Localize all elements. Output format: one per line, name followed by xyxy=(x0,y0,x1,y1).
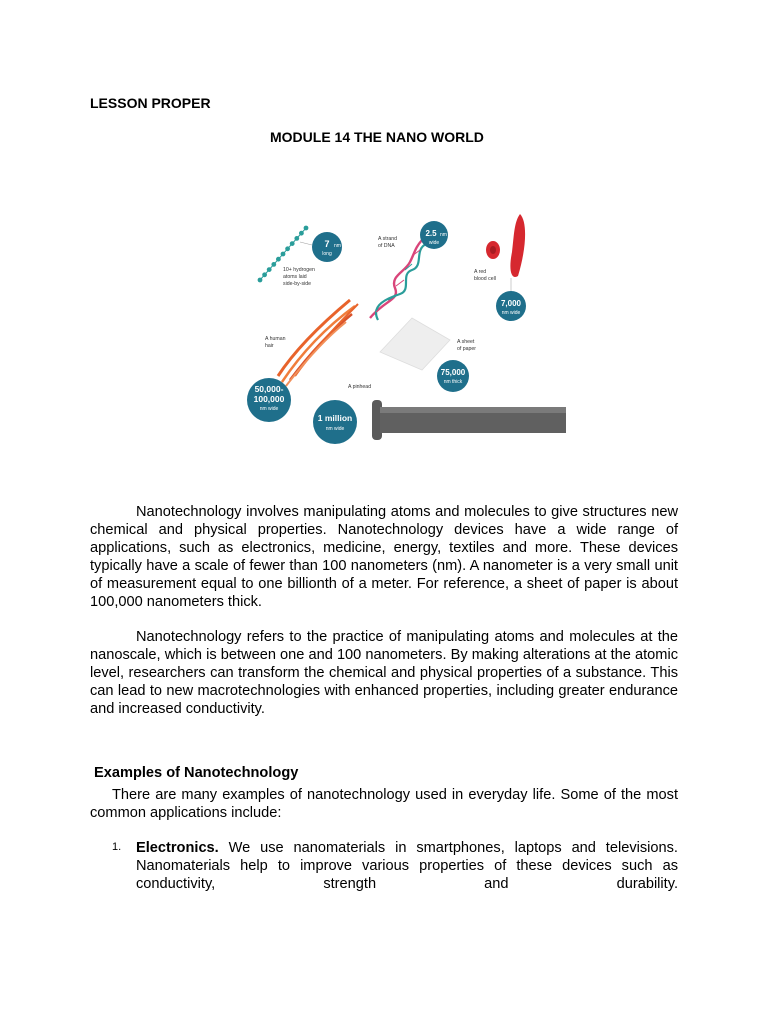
pinhead-label: A pinhead xyxy=(348,384,372,390)
dna-label-2: of DNA xyxy=(378,243,395,249)
hydrogen-bubble xyxy=(312,232,342,262)
hair-label-1: A human xyxy=(265,336,286,342)
paper-bubble xyxy=(437,360,469,392)
hydrogen-label-3: side-by-side xyxy=(283,281,311,287)
lesson-heading: LESSON PROPER xyxy=(90,95,211,111)
pinhead-bubble xyxy=(313,400,357,444)
list-item-number: 1. xyxy=(112,841,122,853)
paper-value: 75,000 xyxy=(440,368,466,377)
paper-label-2: of paper xyxy=(457,346,477,352)
hydrogen-label-2: atoms laid xyxy=(283,274,307,280)
dna-unit: nm xyxy=(440,232,447,238)
intro-paragraph-1: Nanotechnology involves manipulating atoms and molecules to give structures new chemical and physical properties. Nanotechnology devices have a wide range of applications, such as electronics, medicine, energy, textiles and more. These devices typically have a scale of fewer than 100 nanometers (nm). A nanometer is a very small unit of measurement equal to one billionth of a meter. For reference, a sheet of paper is about 100,000 nanometers thick. xyxy=(90,504,678,610)
hair-sub: nm wide xyxy=(259,406,279,412)
hydrogen-sub: long xyxy=(322,251,332,257)
hydrogen-value: 7 xyxy=(324,239,330,249)
nano-scale-figure xyxy=(200,200,566,448)
dna-bubble xyxy=(420,221,448,249)
paper-sub: nm thick xyxy=(443,379,463,385)
hair-bubble xyxy=(247,378,291,422)
blood-bubble xyxy=(496,291,526,321)
blood-sub: nm wide xyxy=(501,310,521,316)
blood-label-1: A red xyxy=(474,269,487,275)
hair-value-1: 50,000- xyxy=(254,384,284,394)
intro-paragraph-2: Nanotechnology refers to the practice of manipulating atoms and molecules at the nanoscale, which is between one and 100 nanometers. By making alterations at the atomic level, researchers can transform the chemical and physical properties of a substance. This can lead to new macrotechnologies with enhanced properties, including greater endurance and increased conductivity. xyxy=(90,629,678,717)
hair-label-2: hair xyxy=(265,343,274,349)
hair-value-2: 100,000 xyxy=(253,394,285,404)
module-title: MODULE 14 THE NANO WORLD xyxy=(270,129,484,145)
dna-value: 2.5 xyxy=(425,229,437,238)
examples-heading: Examples of Nanotechnology xyxy=(94,765,299,781)
list-item-title: Electronics. xyxy=(136,840,219,856)
pinhead-value: 1 million xyxy=(317,413,353,423)
dna-label-1: A strand xyxy=(378,236,398,242)
dna-sub: wide xyxy=(428,240,440,246)
blood-label-2: blood cell xyxy=(474,276,496,282)
pinhead-sub: nm wide xyxy=(325,426,345,432)
hydrogen-unit: nm xyxy=(334,243,341,249)
list-item-text: We use nanomaterials in smartphones, laptops and televisions. Nanomaterials help to improve various properties of these devices such as conductivity, strength and durability. xyxy=(136,840,678,892)
paper-label-1: A sheet xyxy=(457,339,475,345)
nano-scale-illustration xyxy=(200,200,566,448)
blood-value: 7,000 xyxy=(500,299,522,308)
list-item-electronics xyxy=(136,839,678,893)
examples-intro: There are many examples of nanotechnology used in everyday life. Some of the most common applications include: xyxy=(90,787,678,821)
hydrogen-label-1: 10+ hydrogen xyxy=(283,267,315,273)
